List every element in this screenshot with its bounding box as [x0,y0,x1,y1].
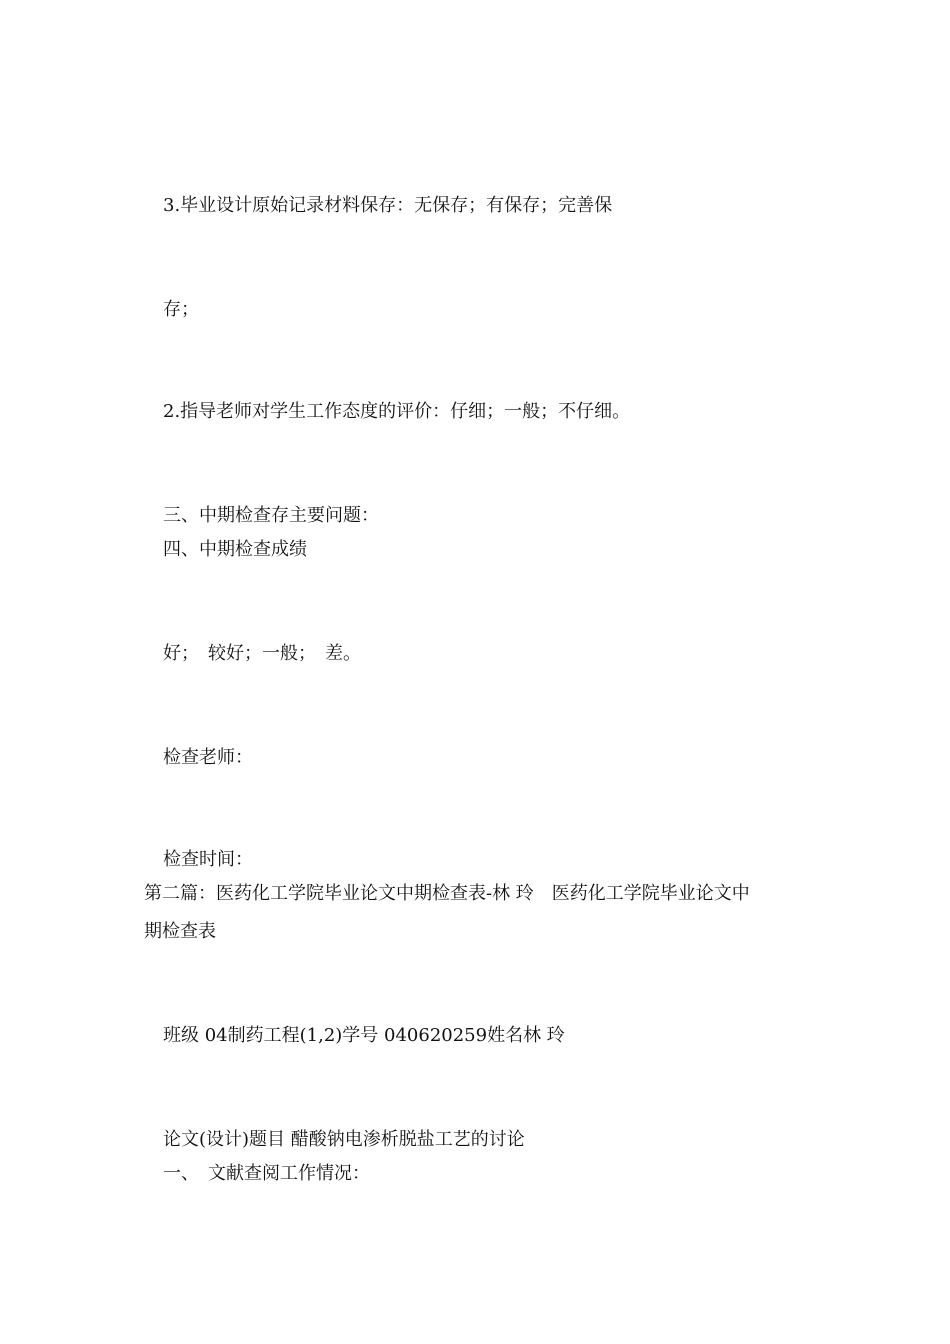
student-info-line: 班级 04制药工程(1,2)学号 040620259姓名林 玲 [163,1025,565,1046]
chapter-two-title-continued: 期检查表 [144,921,216,942]
grade-options: 好； 较好；一般； 差。 [163,643,361,664]
work-attitude-item: 2.指导老师对学生工作态度的评价：仔细；一般；不仔细。 [163,401,631,422]
thesis-title-line: 论文(设计)题目 醋酸钠电渗析脱盐工艺的讨论 [163,1129,525,1150]
inspection-time-label: 检查时间： [163,849,253,870]
section-three-heading: 三、中期检查存主要问题： [163,505,379,526]
record-storage-item-continued: 存； [163,299,199,320]
section-four-heading: 四、中期检查成绩 [163,539,307,560]
section-one-heading: 一、 文献查阅工作情况： [163,1163,370,1184]
record-storage-item: 3.毕业设计原始记录材料保存：无保存；有保存；完善保 [163,195,613,216]
inspector-label: 检查老师： [163,747,253,768]
chapter-two-title: 第二篇：医药化工学院毕业论文中期检查表-林 玲 医药化工学院毕业论文中 [144,883,750,904]
